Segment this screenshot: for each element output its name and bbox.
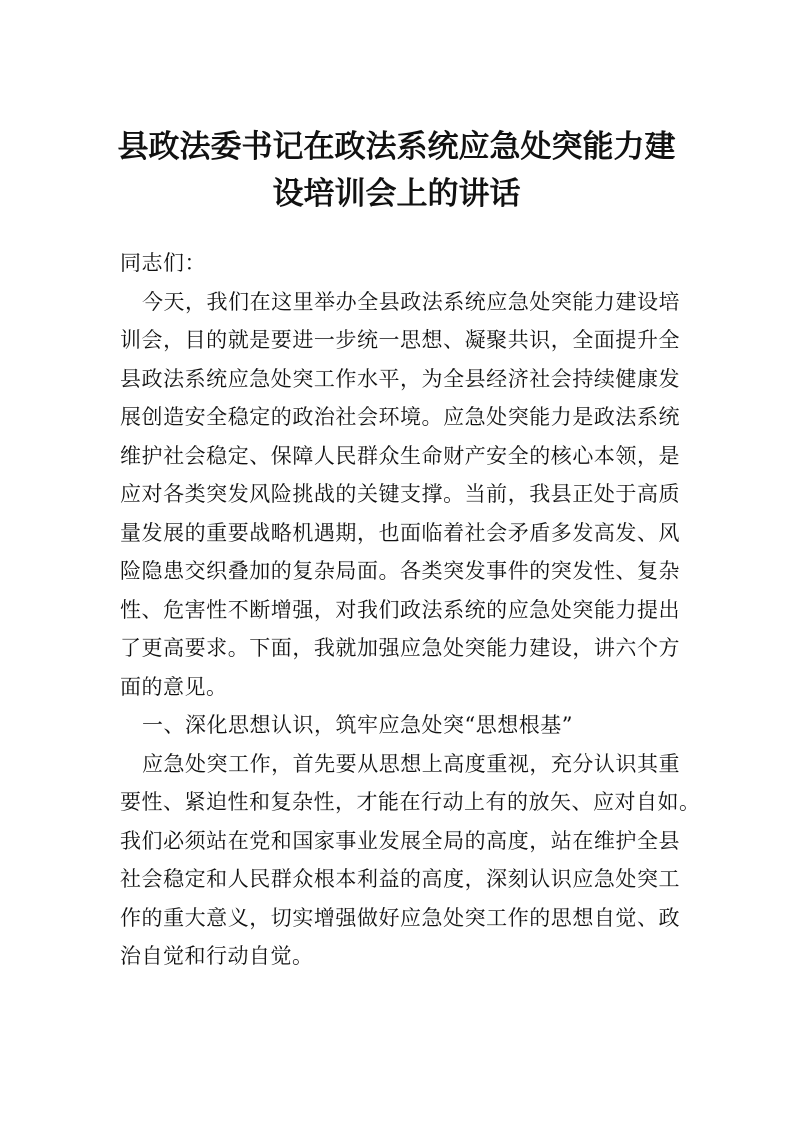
paragraph-2-line: 要性、紧迫性和复杂性，才能在行动上有的放矢、应对自如。 <box>120 790 701 814</box>
section-heading-1: 一、深化思想认识，筑牢应急处突“思想根基” <box>142 713 573 737</box>
paragraph-1-line: 量发展的重要战略机遇期，也面临着社会矛盾多发高发、风 <box>120 520 680 545</box>
paragraph-1-line: 县政法系统应急处突工作水平，为全县经济社会持续健康发 <box>120 366 680 391</box>
paragraph-1-line: 应对各类突发风险挑战的关键支撑。当前，我县正处于高质 <box>120 482 680 506</box>
paragraph-1-line: 训会，目的就是要进一步统一思想、凝聚共识，全面提升全 <box>120 328 680 352</box>
salutation: 同志们： <box>120 251 206 275</box>
document-title-line-1: 县政法委书记在政法系统应急处突能力建 <box>117 129 676 165</box>
paragraph-1-line: 性、危害性不断增强，对我们政法系统的应急处突能力提出 <box>120 597 680 622</box>
paragraph-1-line: 了更高要求。下面，我就加强应急处突能力建设，讲六个方 <box>120 636 680 660</box>
paragraph-1-line: 展创造安全稳定的政治社会环境。应急处突能力是政法系统 <box>120 405 680 429</box>
paragraph-2-line: 作的重大意义，切实增强做好应急处突工作的思想自觉、政 <box>120 905 680 930</box>
document-title-line-2: 设培训会上的讲话 <box>272 176 521 212</box>
paragraph-1-line: 维护社会稳定、保障人民群众生命财产安全的核心本领，是 <box>120 443 680 468</box>
paragraph-2-line: 社会稳定和人民群众根本利益的高度，深刻认识应急处突工 <box>120 867 680 891</box>
paragraph-2-line: 应急处突工作，首先要从思想上高度重视，充分认识其重 <box>142 751 680 776</box>
paragraph-2-line: 我们必须站在党和国家事业发展全局的高度，站在维护全县 <box>120 828 680 853</box>
paragraph-1-line: 面的意见。 <box>120 674 228 699</box>
paragraph-1-line: 今天，我们在这里举办全县政法系统应急处突能力建设培 <box>142 289 680 314</box>
paragraph-1-line: 险隐患交织叠加的复杂局面。各类突发事件的突发性、复杂 <box>120 559 680 583</box>
document-body <box>120 244 701 976</box>
paragraph-2-line: 治自觉和行动自觉。 <box>120 944 314 968</box>
